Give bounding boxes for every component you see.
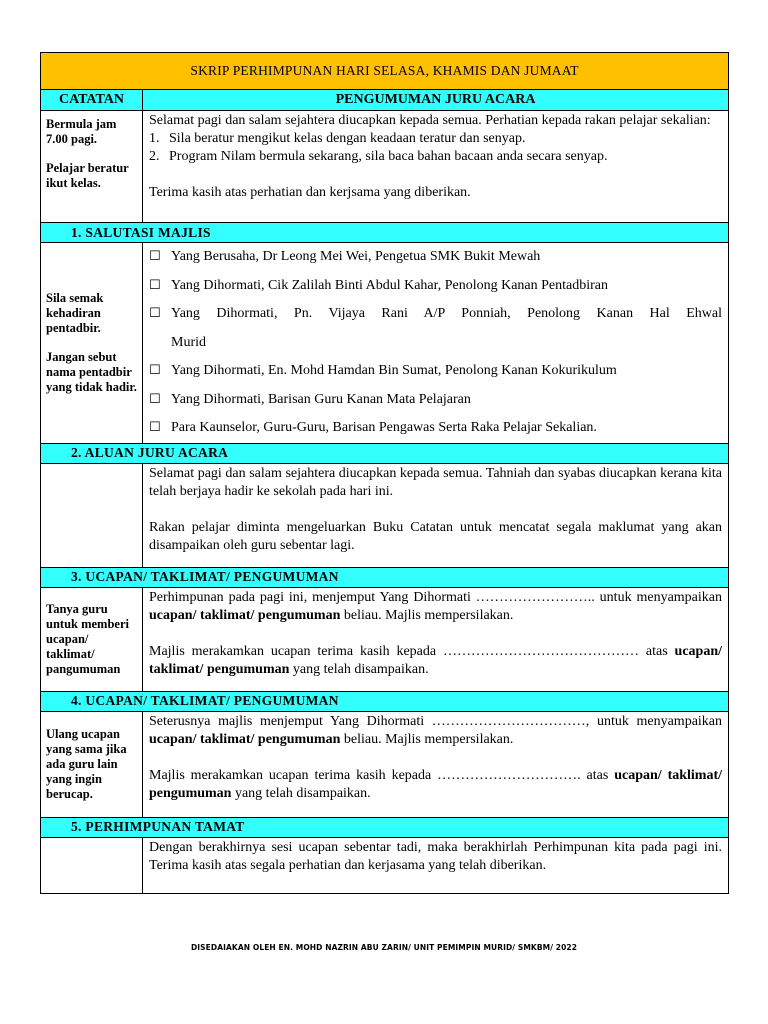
section-5-heading: 5. PERHIMPUNAN TAMAT <box>41 817 729 837</box>
section-3-para-2: Majlis merakamkan ucapan terima kasih kepada …………………………………… atas ucapan/ taklimat/ pengumuman yang telah disampaikan. <box>149 643 723 677</box>
intro-closing: Terima kasih atas perhatian dan kerjsama yang diberikan. <box>149 185 471 200</box>
prepared-by-footer: DISEDAIAKAN OLEH EN. MOHD NAZRIN ABU ZARIN/ UNIT PEMIMPIN MURID/ SMKBM/ 2022 <box>190 943 578 952</box>
section-4-heading-row <box>41 691 729 711</box>
section-2-row <box>41 463 729 567</box>
checkbox-icon[interactable]: ☐ <box>149 391 161 407</box>
section-2-content <box>143 463 729 567</box>
intro-row <box>41 111 729 223</box>
section-5-heading-row <box>41 817 729 837</box>
note-dont-mention-absent: Jangan sebut nama pentadbir yang tidak hadir. <box>46 349 137 394</box>
salutation-item: ☐ Yang Berusaha, Dr Leong Mei Wei, Pengetua SMK Bukit Mewah <box>149 243 722 272</box>
section-5-para: Dengan berakhirnya sesi ucapan sebentar tadi, maka berakhirlah Perhimpunan kita pada pagi ini. Terima kasih atas segala perhatian dan kerjasama yang telah diberikan. <box>149 839 723 873</box>
section-3-notes <box>41 587 143 691</box>
document-title: SKRIP PERHIMPUNAN HARI SELASA, KHAMIS DAN JUMAAT <box>41 53 729 90</box>
section-4-heading: 4. UCAPAN/ TAKLIMAT/ PENGUMUMAN <box>41 691 729 711</box>
checkbox-icon[interactable]: ☐ <box>149 363 161 378</box>
section-1-notes <box>41 243 143 444</box>
section-2-notes <box>41 463 143 567</box>
intro-item-2-num: 2. <box>149 149 160 164</box>
section-3-row <box>41 587 729 691</box>
intro-notes <box>41 111 143 223</box>
section-4-row <box>41 711 729 817</box>
note-ask-teacher: Tanya guru untuk memberi ucapan/ taklimat/ pangumuman <box>46 601 129 676</box>
salutation-item: ☐ Yang Dihormati, Pn. Vijaya Rani A/P Ponniah, Penolong Kanan Hal Ehwal <box>149 300 722 329</box>
section-4-para-1: Seterusnya majlis menjemput Yang Dihormati ……………………………, untuk menyampaikan ucapan/ taklimat/ pengumuman beliau. Majlis mempersilakan. <box>149 713 723 747</box>
salutation-item-continued: Murid <box>171 334 206 350</box>
title-row <box>41 53 729 90</box>
intro-opening: Selamat pagi dan salam sejahtera diucapkan kepada semua. Perhatian kepada rakan pelajar sekalian: <box>149 113 711 128</box>
salutation-item: ☐ Yang Dihormati, Barisan Guru Kanan Mata Pelajaran <box>149 386 722 415</box>
section-1-row <box>41 243 729 444</box>
salutation-item: ☐ Yang Dihormati, Cik Zalilah Binti Abdul Kahar, Penolong Kanan Pentadbiran <box>149 272 722 301</box>
header-catatan: CATATAN <box>41 90 143 111</box>
checkbox-icon[interactable]: ☐ <box>149 277 161 293</box>
section-3-heading: 3. UCAPAN/ TAKLIMAT/ PENGUMUMAN <box>41 567 729 587</box>
section-4-notes <box>41 711 143 817</box>
checkbox-icon[interactable]: ☐ <box>149 420 161 435</box>
note-check-attendance: Sila semak kehadiran pentadbir. <box>46 290 104 335</box>
note-line-up: Pelajar beratur ikut kelas. <box>46 161 129 190</box>
salutation-item: ☐ Yang Dihormati, En. Mohd Hamdan Bin Sumat, Penolong Kanan Kokurikulum <box>149 357 722 386</box>
section-2-para-1: Selamat pagi dan salam sejahtera diucapkan kepada semua. Tahniah dan syabas diucapkan kerana kita telah berjaya hadir ke sekolah pada hari ini. <box>149 465 723 499</box>
salutation-list <box>149 243 722 443</box>
checkbox-icon[interactable]: ☐ <box>149 306 161 321</box>
intro-item-2-text: Program Nilam bermula sekarang, sila baca bahan bacaan anda secara senyap. <box>169 149 608 164</box>
section-1-content <box>143 243 729 444</box>
section-3-content <box>143 587 729 691</box>
section-3-para-1: Perhimpunan pada pagi ini, menjemput Yang Dihormati …………………….. untuk menyampaikan ucapan/ taklimat/ pengumuman beliau. Majlis mempersilakan. <box>149 589 723 623</box>
header-row <box>41 90 729 111</box>
section-1-heading-row <box>41 223 729 243</box>
intro-content <box>143 111 729 223</box>
note-repeat-speech: Ulang ucapan yang sama jika ada guru lain yang ingin berucap. <box>46 726 127 801</box>
section-2-heading: 2. ALUAN JURU ACARA <box>41 443 729 463</box>
section-3-heading-row <box>41 567 729 587</box>
assembly-script-table <box>40 52 729 894</box>
intro-item-2 <box>149 148 722 166</box>
intro-item-1 <box>149 130 722 148</box>
section-4-content <box>143 711 729 817</box>
section-5-content <box>143 837 729 893</box>
note-start-time: Bermula jam 7.00 pagi. <box>46 117 117 146</box>
section-2-para-2: Rakan pelajar diminta mengeluarkan Buku Catatan untuk mencatat segala maklumat yang akan disampaikan oleh guru sebentar lagi. <box>149 519 723 553</box>
section-5-notes <box>41 837 143 893</box>
intro-item-1-text: Sila beratur mengikut kelas dengan keadaan teratur dan senyap. <box>169 131 526 146</box>
checkbox-icon[interactable]: ☐ <box>149 249 161 264</box>
section-4-para-2: Majlis merakamkan ucapan terima kasih kepada …………………………. atas ucapan/ taklimat/ pengumuman yang telah disampaikan. <box>149 767 723 801</box>
section-1-heading: 1. SALUTASI MAJLIS <box>41 223 729 243</box>
section-5-row <box>41 837 729 893</box>
salutation-item: ☐ Para Kaunselor, Guru-Guru, Barisan Pengawas Serta Raka Pelajar Sekalian. <box>149 414 722 443</box>
header-pengumuman: PENGUMUMAN JURU ACARA <box>143 90 729 111</box>
section-2-heading-row <box>41 443 729 463</box>
intro-item-1-num: 1. <box>149 131 160 146</box>
